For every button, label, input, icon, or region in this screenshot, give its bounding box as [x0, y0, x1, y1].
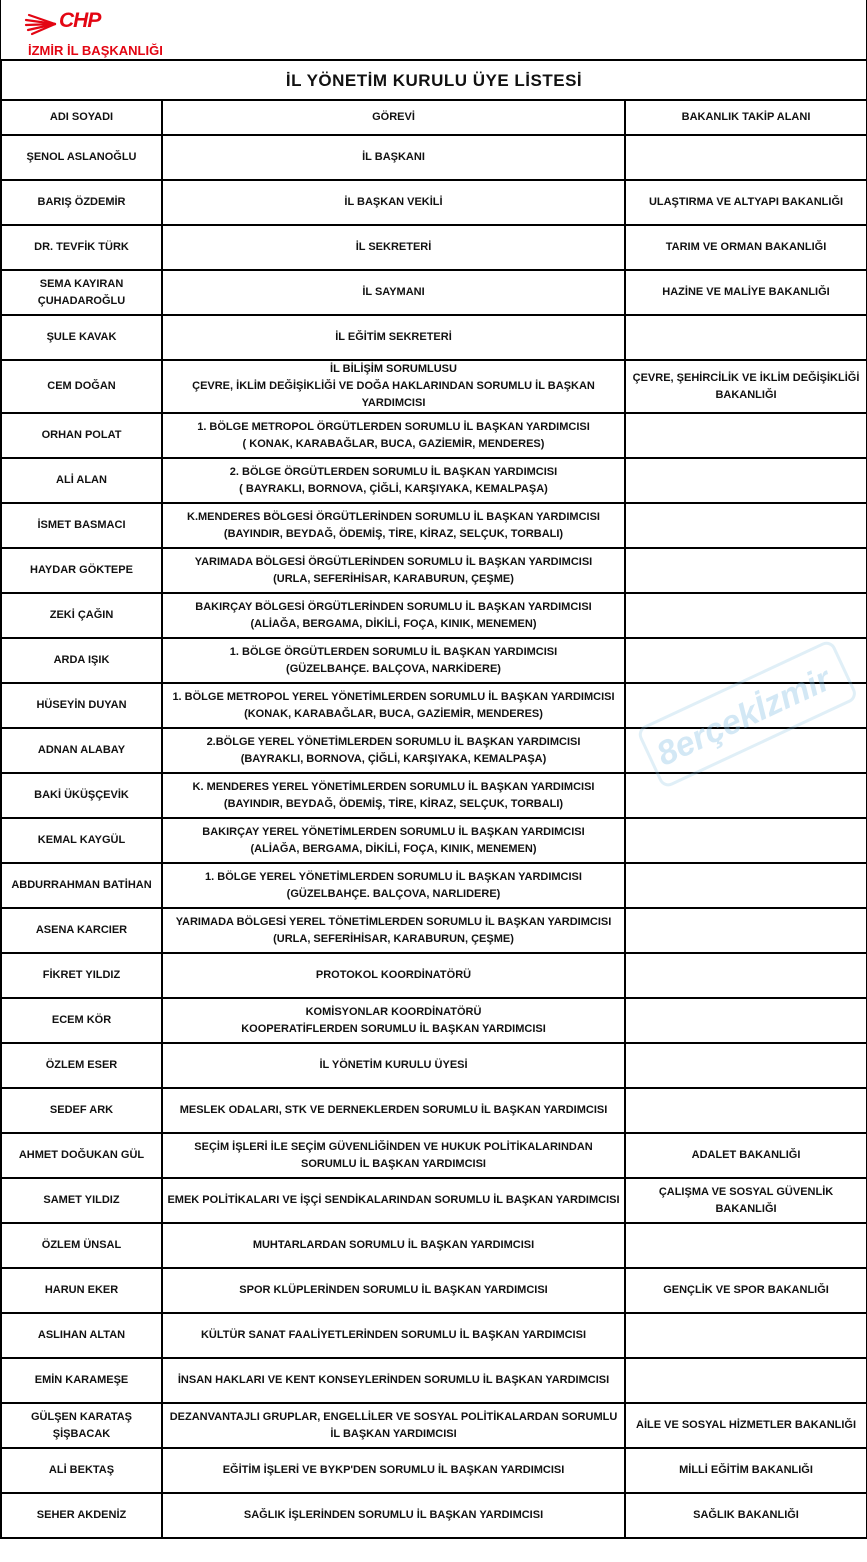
table-row: [1, 593, 867, 638]
member-duty: EĞİTİM İŞLERİ VE BYKP'DEN SORUMLU İL BAŞKAN YARDIMCISI: [162, 1448, 625, 1493]
table-row: [1, 360, 867, 413]
organization-name: İZMİR İL BAŞKANLIĞI: [28, 43, 163, 58]
table-row: [1, 1133, 867, 1178]
member-duty: 2.BÖLGE YEREL YÖNETİMLERDEN SORUMLU İL BAŞKAN YARDIMCISI (BAYRAKLI, BORNOVA, ÇİĞLİ, KARŞIYAKA, KEMALPAŞA): [162, 728, 625, 773]
member-ministry: [625, 728, 867, 773]
member-name: ORHAN POLAT: [1, 413, 162, 458]
member-duty: 1. BÖLGE YEREL YÖNETİMLERDEN SORUMLU İL BAŞKAN YARDIMCISI (GÜZELBAHÇE. BALÇOVA, NARLIDERE): [162, 863, 625, 908]
member-duty: K.MENDERES BÖLGESİ ÖRGÜTLERİNDEN SORUMLU İL BAŞKAN YARDIMCISI (BAYINDIR, BEYDAĞ, ÖDEMİŞ, TİRE, KİRAZ, SELÇUK, TORBALI): [162, 503, 625, 548]
table-row: [1, 1403, 867, 1448]
member-name: ŞENOL ASLANOĞLU: [1, 135, 162, 180]
member-duty: 1. BÖLGE METROPOL ÖRGÜTLERDEN SORUMLU İL BAŞKAN YARDIMCISI ( KONAK, KARABAĞLAR, BUCA, GAZİEMİR, MENDERES): [162, 413, 625, 458]
table-row: [1, 818, 867, 863]
member-ministry: [625, 998, 867, 1043]
member-ministry: AİLE VE SOSYAL HİZMETLER BAKANLIĞI: [625, 1403, 867, 1448]
member-name: KEMAL KAYGÜL: [1, 818, 162, 863]
member-duty: 2. BÖLGE ÖRGÜTLERDEN SORUMLU İL BAŞKAN YARDIMCISI ( BAYRAKLI, BORNOVA, ÇİĞLİ, KARŞIYAKA, KEMALPAŞA): [162, 458, 625, 503]
member-name: CEM DOĞAN: [1, 360, 162, 413]
member-name: ZEKİ ÇAĞIN: [1, 593, 162, 638]
column-header-ministry: BAKANLIK TAKİP ALANI: [625, 100, 867, 135]
table-body: [1, 135, 867, 1538]
table-row: [1, 1313, 867, 1358]
member-duty: YARIMADA BÖLGESİ ÖRGÜTLERİNDEN SORUMLU İL BAŞKAN YARDIMCISI (URLA, SEFERİHİSAR, KARABURUN, ÇEŞME): [162, 548, 625, 593]
member-duty: BAKIRÇAY YEREL YÖNETİMLERDEN SORUMLU İL BAŞKAN YARDIMCISI (ALİAĞA, BERGAMA, DİKİLİ, FOÇA, KINIK, MENEMEN): [162, 818, 625, 863]
table-row: [1, 1088, 867, 1133]
member-ministry: [625, 818, 867, 863]
table-row: [1, 638, 867, 683]
table-row: [1, 953, 867, 998]
table-row: [1, 1268, 867, 1313]
table-row: [1, 1223, 867, 1268]
member-duty: İNSAN HAKLARI VE KENT KONSEYLERİNDEN SORUMLU İL BAŞKAN YARDIMCISI: [162, 1358, 625, 1403]
member-name: ECEM KÖR: [1, 998, 162, 1043]
table-row: [1, 863, 867, 908]
member-name: ADNAN ALABAY: [1, 728, 162, 773]
member-ministry: [625, 548, 867, 593]
member-name: İSMET BASMACI: [1, 503, 162, 548]
member-ministry: TARIM VE ORMAN BAKANLIĞI: [625, 225, 867, 270]
table-row: [1, 773, 867, 818]
member-ministry: ADALET BAKANLIĞI: [625, 1133, 867, 1178]
table-row: [1, 270, 867, 315]
table-row: [1, 1178, 867, 1223]
member-name: ŞULE KAVAK: [1, 315, 162, 360]
member-ministry: [625, 1358, 867, 1403]
member-duty: SPOR KLÜPLERİNDEN SORUMLU İL BAŞKAN YARDIMCISI: [162, 1268, 625, 1313]
table-title: İL YÖNETİM KURULU ÜYE LİSTESİ: [1, 60, 867, 100]
member-name: HARUN EKER: [1, 1268, 162, 1313]
table-row: [1, 1448, 867, 1493]
member-ministry: [625, 953, 867, 998]
member-duty: İL BAŞKANI: [162, 135, 625, 180]
table-row: [1, 998, 867, 1043]
member-name: HAYDAR GÖKTEPE: [1, 548, 162, 593]
table-row: [1, 1493, 867, 1538]
member-ministry: [625, 1313, 867, 1358]
member-duty: KÜLTÜR SANAT FAALİYETLERİNDEN SORUMLU İL BAŞKAN YARDIMCISI: [162, 1313, 625, 1358]
member-ministry: [625, 1043, 867, 1088]
member-name: ARDA IŞIK: [1, 638, 162, 683]
table-row: [1, 1043, 867, 1088]
member-ministry: ULAŞTIRMA VE ALTYAPI BAKANLIĞI: [625, 180, 867, 225]
table-title-row: [1, 60, 867, 100]
member-duty: İL BİLİŞİM SORUMLUSU ÇEVRE, İKLİM DEĞİŞİKLİĞİ VE DOĞA HAKLARINDAN SORUMLU İL BAŞKAN YARDIMCISI: [162, 360, 625, 413]
member-name: BARIŞ ÖZDEMİR: [1, 180, 162, 225]
member-ministry: HAZİNE VE MALİYE BAKANLIĞI: [625, 270, 867, 315]
logo-text: CHP: [59, 9, 101, 32]
member-ministry: ÇEVRE, ŞEHİRCİLİK VE İKLİM DEĞİŞİKLİĞİ BAKANLIĞI: [625, 360, 867, 413]
member-ministry: MİLLİ EĞİTİM BAKANLIĞI: [625, 1448, 867, 1493]
member-name: ALİ ALAN: [1, 458, 162, 503]
member-duty: İL EĞİTİM SEKRETERİ: [162, 315, 625, 360]
table-row: [1, 503, 867, 548]
document-header: [0, 0, 867, 60]
member-ministry: SAĞLIK BAKANLIĞI: [625, 1493, 867, 1538]
table-row: [1, 683, 867, 728]
member-name: ASENA KARCIER: [1, 908, 162, 953]
member-duty: DEZANVANTAJLI GRUPLAR, ENGELLİLER VE SOSYAL POLİTİKALARDAN SORUMLU İL BAŞKAN YARDIMCISI: [162, 1403, 625, 1448]
member-name: SEMA KAYIRAN ÇUHADAROĞLU: [1, 270, 162, 315]
member-ministry: [625, 135, 867, 180]
member-duty: EMEK POLİTİKALARI VE İŞÇİ SENDİKALARINDAN SORUMLU İL BAŞKAN YARDIMCISI: [162, 1178, 625, 1223]
table-row: [1, 908, 867, 953]
table-row: [1, 728, 867, 773]
member-ministry: [625, 413, 867, 458]
member-name: EMİN KARAMEŞE: [1, 1358, 162, 1403]
table-row: [1, 458, 867, 503]
table-row: [1, 315, 867, 360]
member-name: ABDURRAHMAN BATİHAN: [1, 863, 162, 908]
member-name: SEDEF ARK: [1, 1088, 162, 1133]
member-duty: İL SAYMANI: [162, 270, 625, 315]
member-name: SAMET YILDIZ: [1, 1178, 162, 1223]
table-row: [1, 413, 867, 458]
column-header-duty: GÖREVİ: [162, 100, 625, 135]
member-ministry: [625, 503, 867, 548]
member-name: SEHER AKDENİZ: [1, 1493, 162, 1538]
member-ministry: [625, 1223, 867, 1268]
member-name: ALİ BEKTAŞ: [1, 1448, 162, 1493]
member-duty: 1. BÖLGE ÖRGÜTLERDEN SORUMLU İL BAŞKAN YARDIMCISI (GÜZELBAHÇE. BALÇOVA, NARKİDERE): [162, 638, 625, 683]
member-duty: İL YÖNETİM KURULU ÜYESİ: [162, 1043, 625, 1088]
member-duty: YARIMADA BÖLGESİ YEREL TÖNETİMLERDEN SORUMLU İL BAŞKAN YARDIMCISI (URLA, SEFERİHİSAR, KARABURUN, ÇEŞME): [162, 908, 625, 953]
member-name: DR. TEVFİK TÜRK: [1, 225, 162, 270]
member-name: FİKRET YILDIZ: [1, 953, 162, 998]
member-duty: SAĞLIK İŞLERİNDEN SORUMLU İL BAŞKAN YARDIMCISI: [162, 1493, 625, 1538]
member-ministry: [625, 908, 867, 953]
member-ministry: [625, 863, 867, 908]
table-row: [1, 1358, 867, 1403]
table-row: [1, 180, 867, 225]
member-ministry: [625, 315, 867, 360]
member-ministry: [625, 683, 867, 728]
table-row: [1, 135, 867, 180]
member-ministry: ÇALIŞMA VE SOSYAL GÜVENLİK BAKANLIĞI: [625, 1178, 867, 1223]
member-duty: BAKIRÇAY BÖLGESİ ÖRGÜTLERİNDEN SORUMLU İL BAŞKAN YARDIMCISI (ALİAĞA, BERGAMA, DİKİLİ, FOÇA, KINIK, MENEMEN): [162, 593, 625, 638]
member-name: HÜSEYİN DUYAN: [1, 683, 162, 728]
member-ministry: [625, 773, 867, 818]
member-duty: MUHTARLARDAN SORUMLU İL BAŞKAN YARDIMCISI: [162, 1223, 625, 1268]
member-duty: İL SEKRETERİ: [162, 225, 625, 270]
column-header-name: ADI SOYADI: [1, 100, 162, 135]
member-duty: 1. BÖLGE METROPOL YEREL YÖNETİMLERDEN SORUMLU İL BAŞKAN YARDIMCISI (KONAK, KARABAĞLAR, BUCA, GAZİEMİR, MENDERES): [162, 683, 625, 728]
member-table: [0, 59, 867, 1539]
member-name: BAKİ ÜKÜŞÇEVİK: [1, 773, 162, 818]
member-ministry: [625, 458, 867, 503]
member-duty: PROTOKOL KOORDİNATÖRÜ: [162, 953, 625, 998]
member-name: GÜLŞEN KARATAŞ ŞİŞBACAK: [1, 1403, 162, 1448]
member-duty: MESLEK ODALARI, STK VE DERNEKLERDEN SORUMLU İL BAŞKAN YARDIMCISI: [162, 1088, 625, 1133]
member-name: ÖZLEM ÜNSAL: [1, 1223, 162, 1268]
member-duty: İL BAŞKAN VEKİLİ: [162, 180, 625, 225]
member-name: ÖZLEM ESER: [1, 1043, 162, 1088]
member-name: AHMET DOĞUKAN GÜL: [1, 1133, 162, 1178]
member-name: ASLIHAN ALTAN: [1, 1313, 162, 1358]
member-ministry: GENÇLİK VE SPOR BAKANLIĞI: [625, 1268, 867, 1313]
member-ministry: [625, 593, 867, 638]
member-ministry: [625, 638, 867, 683]
member-ministry: [625, 1088, 867, 1133]
member-duty: KOMİSYONLAR KOORDİNATÖRÜ KOOPERATİFLERDEN SORUMLU İL BAŞKAN YARDIMCISI: [162, 998, 625, 1043]
member-duty: K. MENDERES YEREL YÖNETİMLERDEN SORUMLU İL BAŞKAN YARDIMCISI (BAYINDIR, BEYDAĞ, ÖDEMİŞ, TİRE, KİRAZ, SELÇUK, TORBALI): [162, 773, 625, 818]
member-duty: SEÇİM İŞLERİ İLE SEÇİM GÜVENLİĞİNDEN VE HUKUK POLİTİKALARINDAN SORUMLU İL BAŞKAN YARDIMCISI: [162, 1133, 625, 1178]
watermark-text: 8erçekİzmir: [650, 660, 837, 774]
column-header-row: [1, 100, 867, 135]
table-row: [1, 225, 867, 270]
table-row: [1, 548, 867, 593]
